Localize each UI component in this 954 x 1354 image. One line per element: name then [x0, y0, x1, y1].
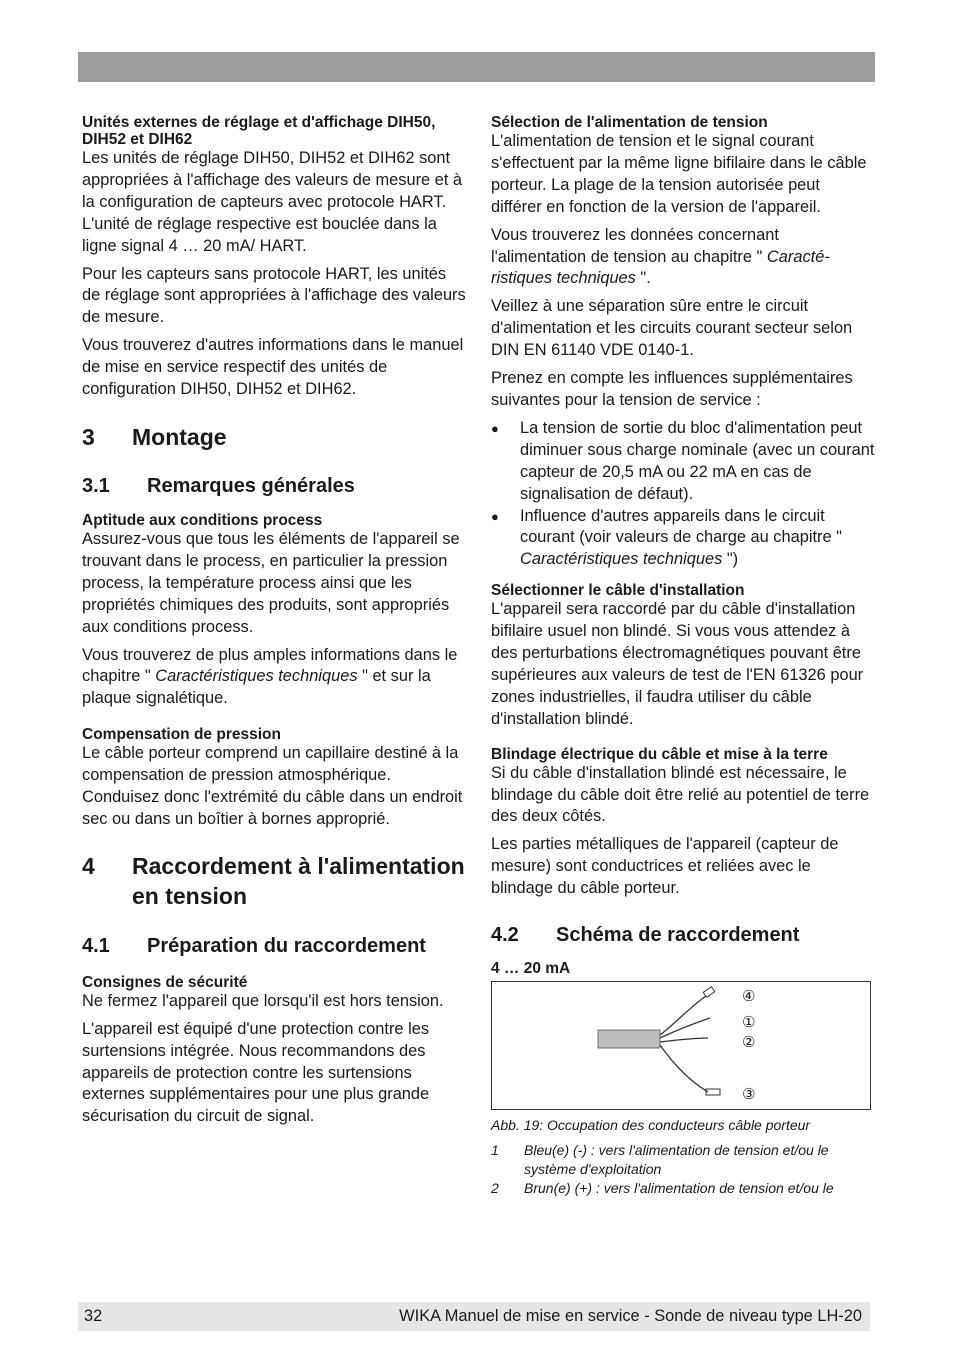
subheading-process-conditions: Aptitude aux conditions process	[82, 511, 323, 529]
marker-2: ②	[742, 1033, 756, 1052]
paragraph: L'appareil sera raccordé par du câble d'installation bifilaire usuel non blindé. Si vous vous attendez à des perturbations électromagnétiques pouvant être supérieures aux valeurs de test de l'EN 61326 pour zones industrielles, il faudra utiliser du câble d'installation blindé.	[491, 600, 864, 728]
bullet-list	[491, 418, 875, 571]
subheading-voltage-supply: Sélection de l'alimentation de tension	[491, 114, 768, 131]
header-bar	[78, 52, 875, 82]
section-heading-3-1: 3.1 Remarques générales	[82, 474, 355, 497]
paragraph: Les parties métalliques de l'appareil (capteur de mesure) sont conductrices et reliées avec le blindage du câble porteur.	[491, 835, 839, 898]
paragraph: Ne fermez l'appareil que lorsqu'il est hors tension.	[82, 991, 444, 1010]
subheading-pressure-compensation: Compensation de pression	[82, 726, 281, 744]
figure-caption: Abb. 19: Occupation des conducteurs câble porteur	[491, 1117, 811, 1134]
left-column	[82, 114, 466, 1134]
paragraph: L'alimentation de tension et le signal courant s'effectuent par la même ligne bifilaire dans le câble porteur. La plage de la tension autorisée peut différer en fonction de la version de l'appareil.	[491, 132, 867, 216]
paragraph: Vous trouverez d'autres informations dans le manuel de mise en service respectif des unités de configuration DIH50, DIH52 et DIH62.	[82, 336, 464, 399]
subheading-cable-selection: Sélectionner le câble d'installation	[491, 582, 745, 600]
figure-label: 4 … 20 mA	[491, 960, 571, 978]
paragraph: Prenez en compte les influences supplémentaires suivantes pour la tension de service :	[491, 369, 853, 409]
paragraph: Assurez-vous que tous les éléments de l'appareil se trouvant dans le process, en particulier la pression process, la température process ainsi que les propriétés chimiques des produits, sont appropriés aux conditions process.	[82, 529, 460, 636]
subheading-shielding: Blindage électrique du câble et mise à la terre	[491, 745, 828, 763]
marker-1: ①	[742, 1013, 756, 1032]
cable-drawing	[492, 982, 870, 1109]
legend-list	[491, 1141, 875, 1198]
marker-4: ④	[742, 987, 756, 1006]
wiring-diagram	[491, 981, 871, 1110]
legend-item: 2 Brun(e) (+) : vers l'alimentation de tension et/ou le	[491, 1180, 834, 1197]
page-number: 32	[84, 1307, 103, 1325]
paragraph: Vous trouverez de plus amples informations dans le chapitre " Caractéristiques techniques " et sur la plaque signalétique.	[82, 645, 458, 708]
legend-item: 1 Bleu(e) (-) : vers l'alimentation de tension et/ou le système d'exploitation	[491, 1142, 829, 1178]
paragraph: Les unités de réglage DIH50, DIH52 et DIH62 sont appropriées à l'affichage des valeurs de mesure et à la configuration de capteurs avec protocole HART. L'unité de réglage respective est bouclée dans la ligne signal 4 … 20 mA/ HART.	[82, 149, 463, 255]
page-footer	[78, 1302, 870, 1331]
paragraph: Vous trouverez les données concernant l'alimentation de tension au chapitre " Caractéristiques techniques ".	[491, 225, 830, 288]
footer-title: WIKA Manuel de mise en service - Sonde de niveau type LH-20	[399, 1307, 862, 1325]
paragraph: Si du câble d'installation blindé est nécessaire, le blindage du câble doit être relié au potentiel de terre des deux côtés.	[491, 763, 870, 826]
paragraph: Pour les capteurs sans protocole HART, les unités de réglage sont appropriées à l'affichage des valeurs de mesure.	[82, 264, 466, 327]
paragraph: L'appareil est équipé d'une protection contre les surtensions intégrée. Nous recommandons des appareils de protection contre les surtensions externes supplémentaires pour une plus grande sécurisation du circuit de signal.	[82, 1019, 430, 1126]
list-item: ● La tension de sortie du bloc d'alimentation peut diminuer sous charge nominale (avec un courant capteur de 20,5 mA ou 22 mA en cas de signalisation de défaut).	[491, 418, 875, 506]
paragraph: Veillez à une séparation sûre entre le circuit d'alimentation et les circuits courant secteur selon DIN EN 61140 VDE 0140-1.	[491, 297, 853, 360]
subheading-display-units: Unités externes de réglage et d'affichage DIH50, DIH52 et DIH62	[82, 114, 436, 148]
section-heading-4-1: 4.1 Préparation du raccordement	[82, 934, 426, 957]
list-item: ● Influence d'autres appareils dans le circuit courant (voir valeurs de charge au chapitre " Caractéristiques techniques ")	[491, 506, 875, 572]
section-heading-3: 3 Montage	[82, 423, 227, 450]
section-heading-4: 4 Raccordement à l'alimentation en tension	[82, 852, 465, 909]
subheading-safety: Consignes de sécurité	[82, 973, 248, 991]
paragraph: Le câble porteur comprend un capillaire destiné à la compensation de pression atmosphérique. Conduisez donc l'extrémité du câble dans un endroit sec ou dans un boîtier à bornes approprié.	[82, 744, 463, 828]
section-heading-4-2: 4.2 Schéma de raccordement	[491, 924, 800, 947]
marker-3: ③	[742, 1085, 756, 1104]
right-column	[491, 114, 875, 1198]
